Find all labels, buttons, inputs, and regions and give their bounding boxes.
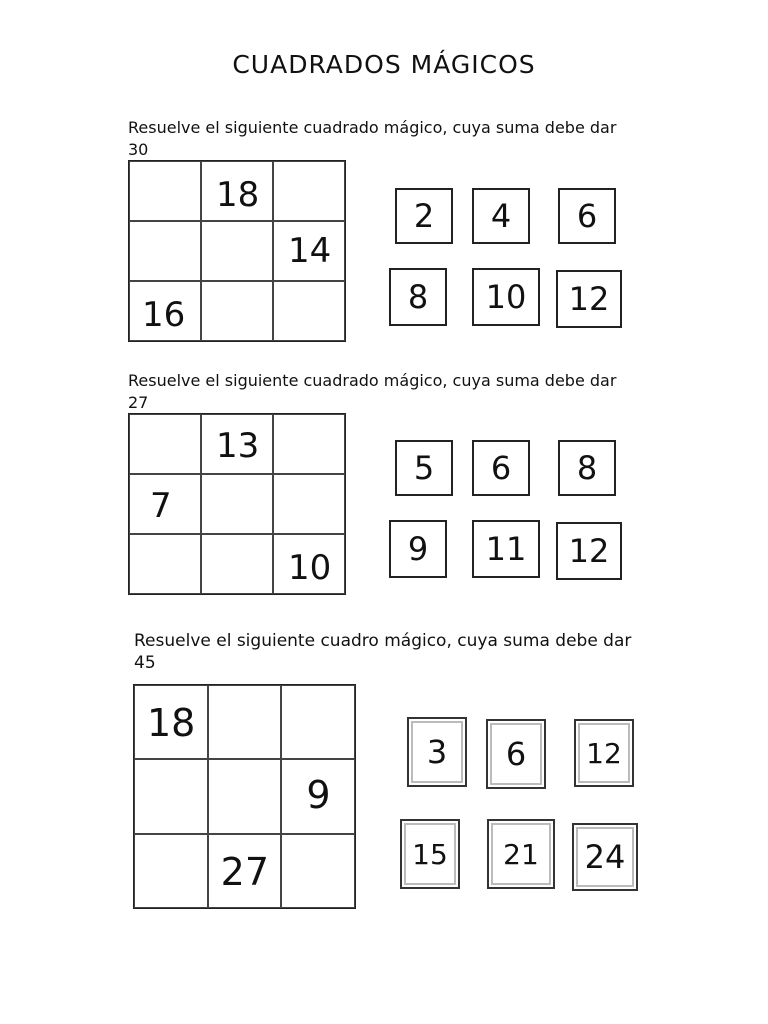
grid-cell[interactable]: [208, 834, 282, 908]
cell-number: 27: [220, 849, 270, 894]
cell-number: 10: [288, 548, 332, 588]
grid-cell[interactable]: [134, 834, 208, 908]
number-tile[interactable]: 12: [574, 719, 634, 787]
puzzle-1-target-sum: 30: [128, 140, 149, 159]
puzzle-3-target-sum: 45: [134, 653, 156, 673]
grid-cell[interactable]: [201, 161, 273, 221]
grid-cell[interactable]: [273, 221, 345, 281]
number-tile[interactable]: 5: [395, 440, 453, 496]
magic-square-3: [133, 684, 356, 909]
cell-number: 18: [147, 701, 196, 745]
grid-cell[interactable]: [273, 161, 345, 221]
number-tile[interactable]: 8: [389, 268, 447, 326]
grid-cell[interactable]: [281, 834, 355, 908]
number-tile[interactable]: 10: [472, 268, 540, 326]
grid-cell[interactable]: [273, 534, 345, 594]
puzzle-3-instruction: [134, 630, 631, 674]
grid-cell[interactable]: [201, 474, 273, 534]
grid-cell[interactable]: [134, 759, 208, 833]
grid-cell[interactable]: [129, 534, 201, 594]
puzzle-3-instruction-text: Resuelve el siguiente cuadro mágico, cuya suma debe dar: [134, 631, 632, 651]
number-tile[interactable]: 3: [407, 717, 467, 787]
number-tile[interactable]: 4: [472, 188, 530, 244]
grid-cell[interactable]: [208, 759, 282, 833]
grid-cell[interactable]: [134, 685, 208, 759]
number-tile[interactable]: 24: [572, 823, 638, 891]
number-tile[interactable]: 21: [487, 819, 555, 889]
cell-number: 7: [150, 486, 172, 526]
grid-cell[interactable]: [201, 414, 273, 474]
puzzle-2-instruction: [128, 370, 616, 414]
puzzle-2-instruction-text: Resuelve el siguiente cuadrado mágico, cuya suma debe dar: [128, 371, 617, 390]
cell-number: 13: [216, 426, 260, 466]
number-tile[interactable]: 6: [486, 719, 546, 789]
grid-cell[interactable]: [273, 474, 345, 534]
number-tile[interactable]: 9: [389, 520, 447, 578]
puzzle-2-target-sum: 27: [128, 393, 149, 412]
grid-cell[interactable]: [129, 161, 201, 221]
cell-number: 16: [142, 295, 186, 335]
grid-cell[interactable]: [281, 685, 355, 759]
number-tile[interactable]: 15: [400, 819, 460, 889]
cell-number: 18: [216, 175, 260, 215]
number-tile[interactable]: 12: [556, 522, 622, 580]
grid-cell[interactable]: [129, 281, 201, 341]
cell-number: 14: [288, 231, 332, 271]
grid-cell[interactable]: [273, 281, 345, 341]
grid-cell[interactable]: [273, 414, 345, 474]
number-tile[interactable]: 12: [556, 270, 622, 328]
number-tile[interactable]: 6: [558, 188, 616, 244]
puzzle-1-instruction: [128, 117, 616, 161]
number-tile[interactable]: 8: [558, 440, 616, 496]
puzzle-1-instruction-text: Resuelve el siguiente cuadrado mágico, cuya suma debe dar: [128, 118, 617, 137]
grid-cell[interactable]: [201, 281, 273, 341]
grid-cell[interactable]: [129, 414, 201, 474]
number-tile[interactable]: 11: [472, 520, 540, 578]
grid-cell[interactable]: [201, 221, 273, 281]
grid-cell[interactable]: [129, 474, 201, 534]
grid-cell[interactable]: [208, 685, 282, 759]
page-title: CUADRADOS MÁGICOS: [232, 50, 536, 79]
grid-cell[interactable]: [281, 759, 355, 833]
grid-cell[interactable]: [201, 534, 273, 594]
magic-square-2: [128, 413, 346, 595]
number-tile[interactable]: 2: [395, 188, 453, 244]
number-tile[interactable]: 6: [472, 440, 530, 496]
magic-square-1: [128, 160, 346, 342]
cell-number: 9: [306, 773, 331, 818]
grid-cell[interactable]: [129, 221, 201, 281]
